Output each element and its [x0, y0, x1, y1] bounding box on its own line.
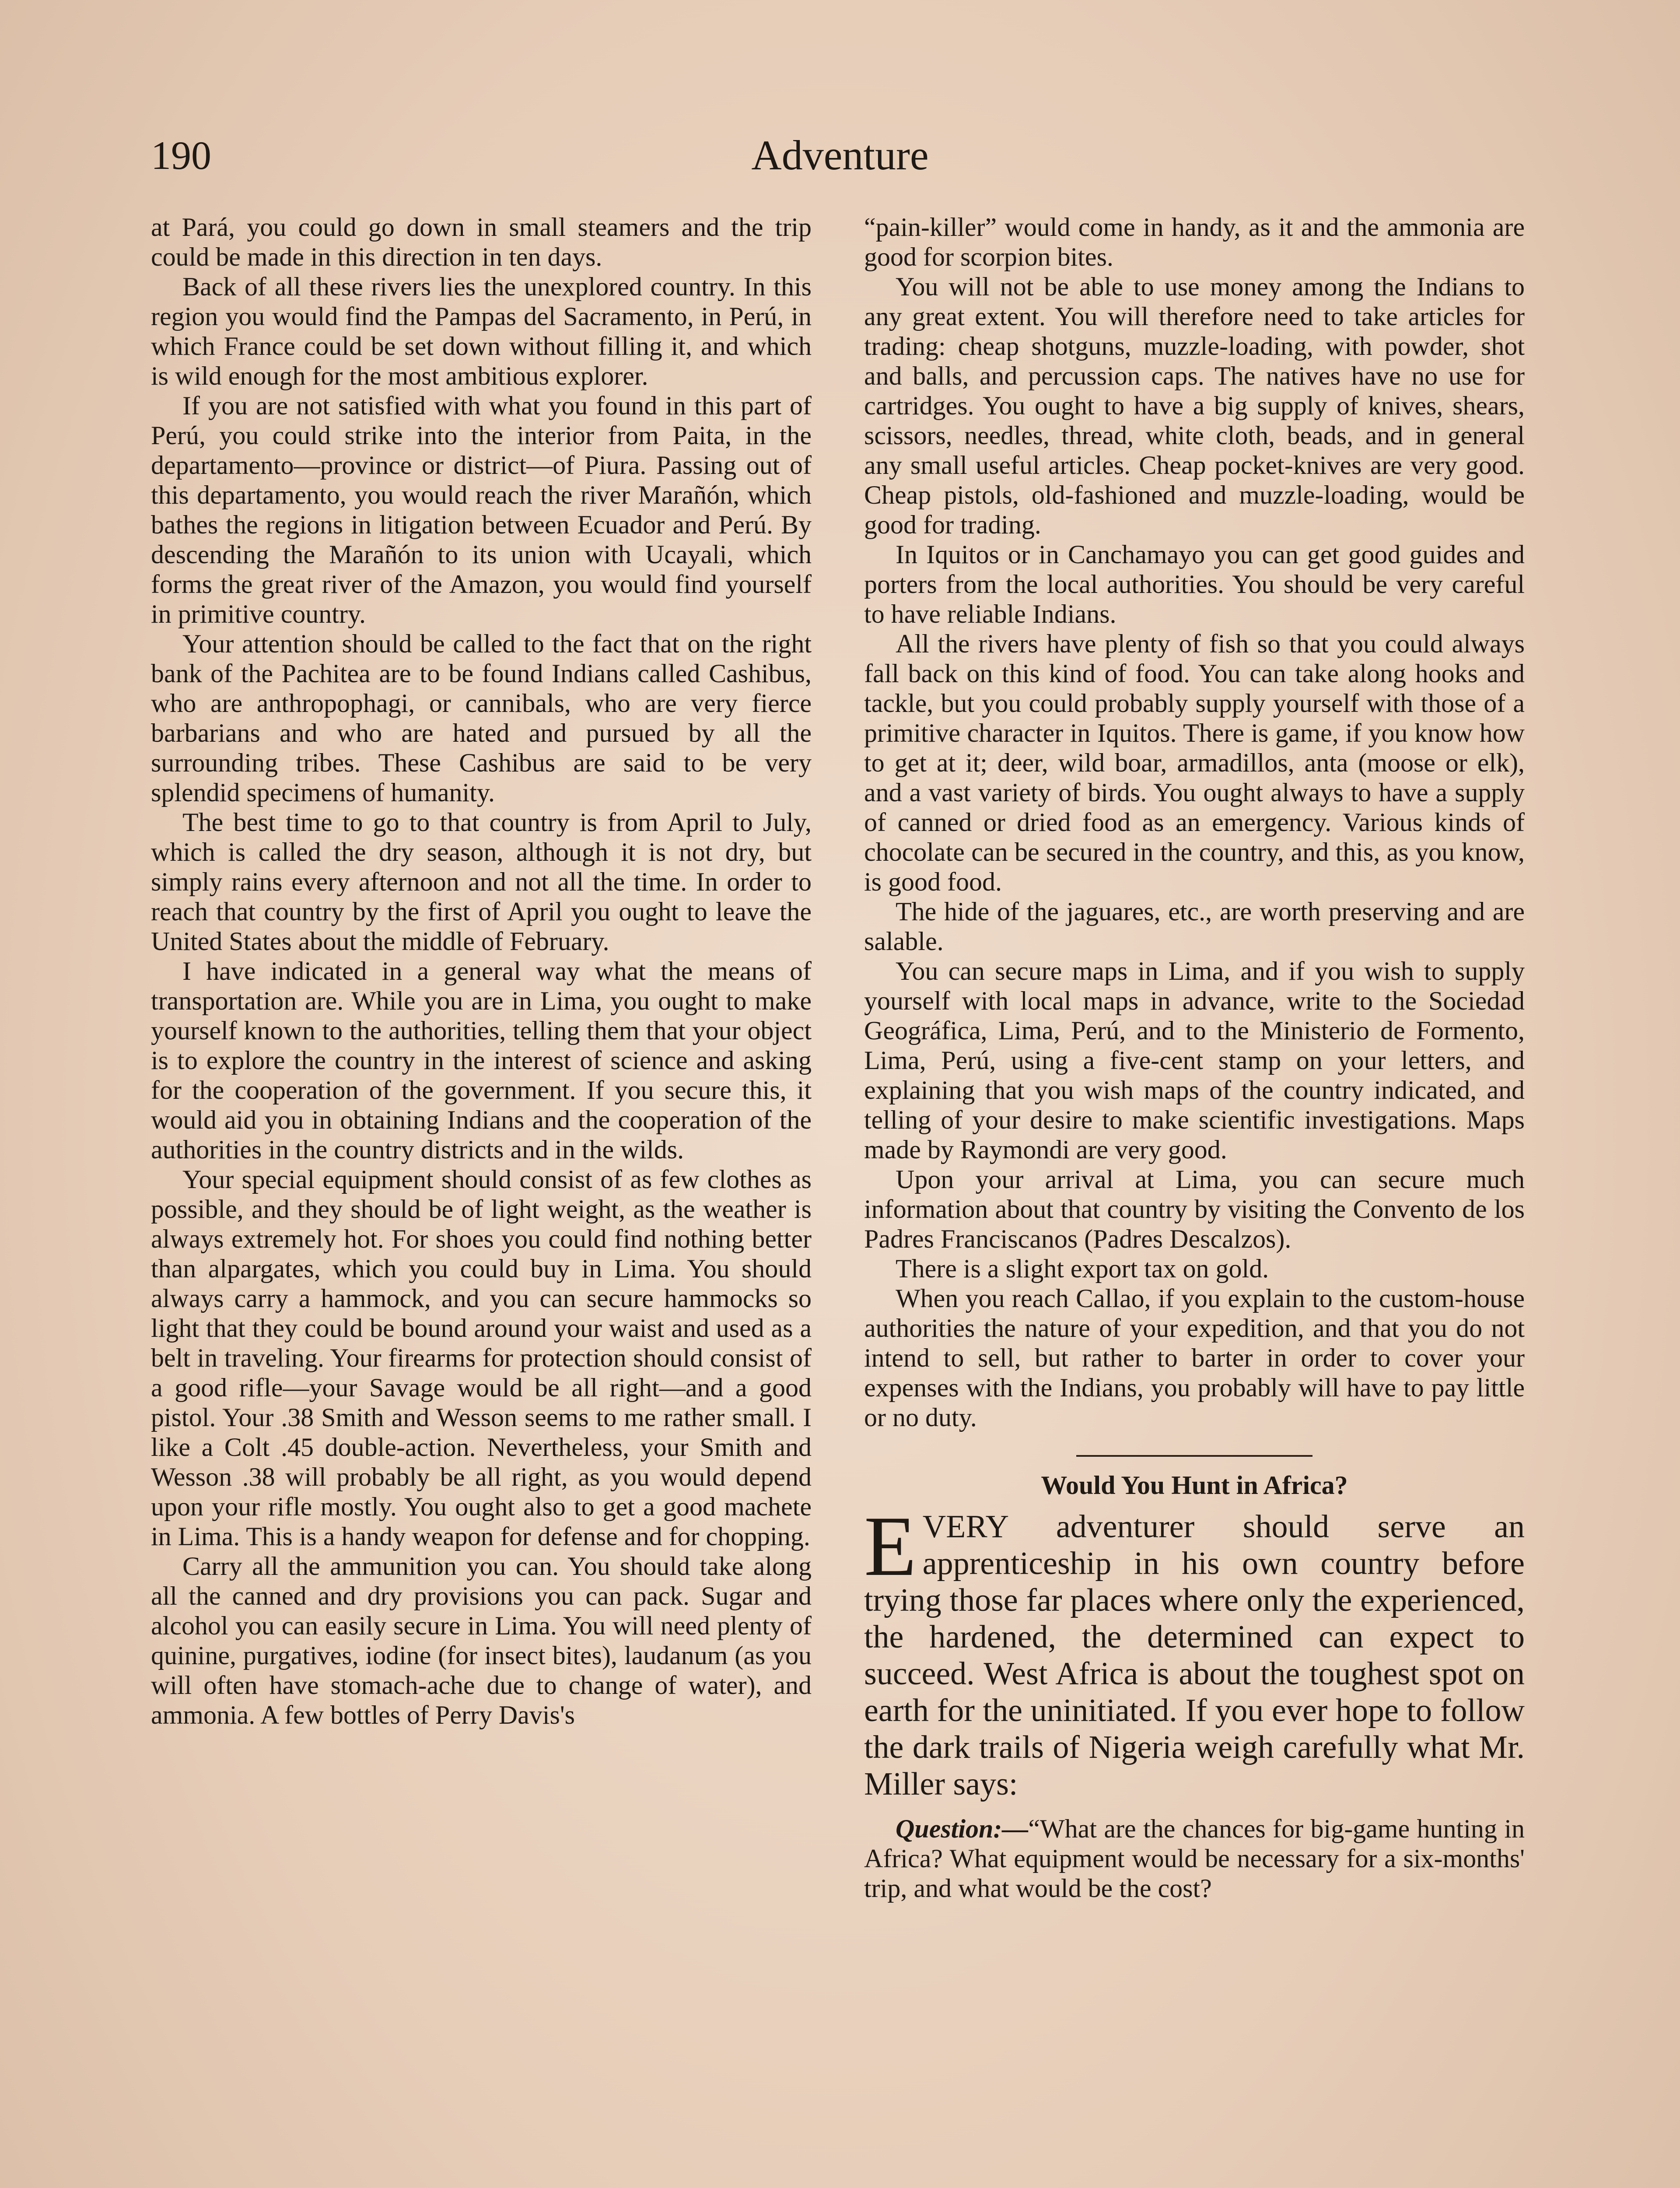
section-intro-text: VERY adventurer should serve an apprenticeship in his own country before trying those far places where only the experienced, the hardened, the determined can expect to succeed. West Africa is about the toughest spot on earth for the uninitiated. If you ever hope to follow the dark trails of Nigeria weigh carefully what Mr. Miller says:	[864, 1509, 1525, 1802]
paragraph: When you reach Callao, if you explain to the custom-house authorities the nature of your expedition, and that you do not intend to sell, but rather to barter in order to cover your expenses with the Indians, you probably will have to pay little or no duty.	[864, 1284, 1525, 1432]
paragraph: “pain-killer” would come in handy, as it and the ammonia are good for scorpion bites.	[864, 213, 1525, 271]
paragraph: I have indicated in a general way what the means of transportation are. While you are in Lima, you ought to make yourself known to the authorities, telling them that your object is to explore the country in the interest of science and asking for the cooperation of the government. If you secure this, it would aid you in obtaining Indians and the cooperation of the authorities in the country districts and in the wilds.	[151, 957, 812, 1164]
paragraph: Your attention should be called to the fact that on the right bank of the Pachitea are to be found Indians called Cashibus, who are anthropophagi, or cannibals, who are very fierce barbarians and who are hated and pursued by all the surrounding tribes. These Cashibus are said to be very splendid specimens of humanity.	[151, 629, 812, 807]
paragraph: Carry all the ammunition you can. You should take along all the canned and dry provisions you can pack. Sugar and alcohol you can easily secure in Lima. You will need plenty of quinine, purgatives, iodine (for insect bites), laudanum (as you will often have stomach-ache due to change of water), and ammonia. A few bottles of Perry Davis's	[151, 1552, 812, 1729]
paragraph: The best time to go to that country is from April to July, which is called the dry season, although it is not dry, but simply rains every afternoon and not all the time. In order to reach that country by the first of April you ought to leave the United States about the middle of February.	[151, 808, 812, 956]
section-heading: Would You Hunt in Africa?	[1041, 1471, 1348, 1500]
drop-cap: E	[864, 1499, 917, 1594]
section-intro	[864, 1499, 1525, 1802]
paragraph: Your special equipment should consist of as few clothes as possible, and they should be of light weight, as the weather is always extremely hot. For shoes you could find nothing better than alpargates, which you could buy in Lima. You should always carry a hammock, and you can secure hammocks so light that they could be bound around your waist and used as a belt in traveling. Your firearms for protection should consist of a good rifle—your Savage would be all right—and a good pistol. Your .38 Smith and Wesson seems to me rather small. I like a Colt .45 double-action. Nevertheless, your Smith and Wesson .38 will probably be all right, as you would depend upon your rifle mostly. You ought also to get a good machete in Lima. This is a handy weapon for defense and for chopping.	[151, 1165, 812, 1551]
right-column	[864, 212, 1525, 1903]
paragraph: If you are not satisfied with what you found in this part of Perú, you could strike into the interior from Paita, in the departamento—province or district—of Piura. Passing out of this departamento, you would reach the river Marañón, which bathes the regions in litigation between Ecuador and Perú. By descending the Marañón to its union with Ucayali, which forms the great river of the Amazon, you would find yourself in primitive country.	[151, 391, 812, 628]
paragraph: Upon your arrival at Lima, you can secure much information about that country by visiting the Convento de los Padres Franciscanos (Padres Descalzos).	[864, 1165, 1525, 1253]
question-text: “What are the chances for big-game hunting in Africa? What equipment would be necessary for a six-months' trip, and what would be the cost?	[864, 1814, 1525, 1903]
section-divider	[1076, 1455, 1312, 1457]
page-header	[151, 131, 1529, 188]
paragraph: The hide of the jaguares, etc., are worth preserving and are salable.	[864, 897, 1525, 956]
paragraph: You can secure maps in Lima, and if you wish to supply yourself with local maps in advance, write to the Sociedad Geográfica, Lima, Perú, and to the Ministerio de Formento, Lima, Perú, using a five-cent stamp on your letters, and explaining that you wish maps of the country indicated, and telling of your desire to make scientific investigations. Maps made by Raymondi are very good.	[864, 957, 1525, 1164]
paragraph: You will not be able to use money among the Indians to any great extent. You will therefore need to take articles for trading: cheap shotguns, muzzle-loading, with powder, shot and balls, and percussion caps. The natives have no use for cartridges. You ought to have a big supply of knives, shears, scissors, needles, thread, white cloth, beads, and in general any small useful articles. Cheap pocket-knives are very good. Cheap pistols, old-fashioned and muzzle-loading, would be good for trading.	[864, 272, 1525, 539]
paragraph: In Iquitos or in Canchamayo you can get good guides and porters from the local authorities. You should be very careful to have reliable Indians.	[864, 540, 1525, 628]
left-column	[151, 212, 812, 1730]
question-label: Question:—	[896, 1814, 1029, 1843]
magazine-title: Adventure	[751, 132, 929, 179]
page-number: 190	[151, 133, 211, 178]
paragraph: All the rivers have plenty of fish so that you could always fall back on this kind of food. You can take along hooks and tackle, but you could probably supply yourself with those of a primitive character in Iquitos. There is game, if you know how to get at it; deer, wild boar, armadillos, anta (moose or elk), and a vast variety of birds. You ought always to have a supply of canned or dried food as an emergency. Various kinds of chocolate can be secured in the country, and this, as you know, is good food.	[864, 629, 1525, 896]
question-paragraph	[864, 1814, 1525, 1903]
paragraph: at Pará, you could go down in small steamers and the trip could be made in this direction in ten days.	[151, 213, 812, 271]
paragraph: There is a slight export tax on gold.	[896, 1254, 1269, 1283]
paragraph: Back of all these rivers lies the unexplored country. In this region you would find the Pampas del Sacramento, in Perú, in which France could be set down without filling it, and which is wild enough for the most ambitious explorer.	[151, 272, 812, 390]
